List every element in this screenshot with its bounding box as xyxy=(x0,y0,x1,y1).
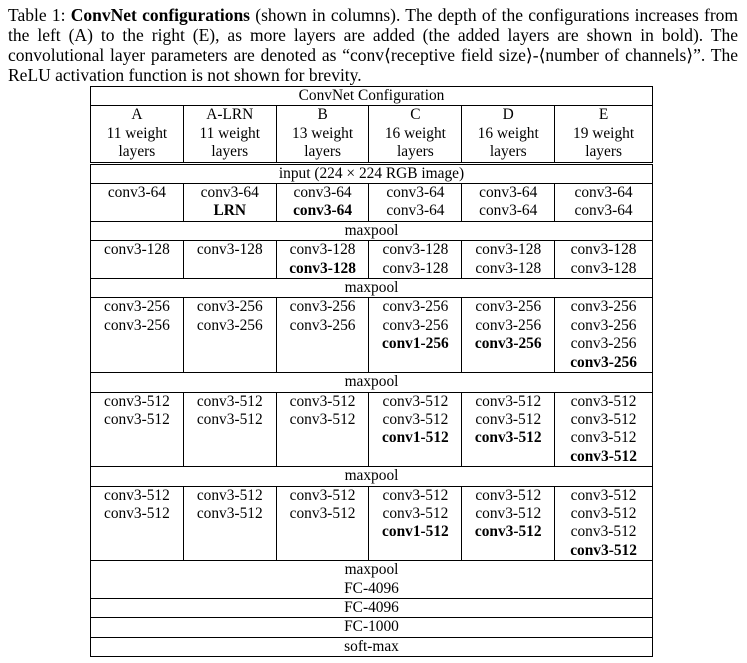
maxpool-row xyxy=(91,373,653,392)
layer-cell xyxy=(183,184,276,222)
added-layer: conv3-512 xyxy=(474,429,542,447)
added-layer: conv3-512 xyxy=(570,447,637,465)
layer-group-row xyxy=(91,486,653,561)
layer-group-row xyxy=(91,184,653,222)
layer-cell xyxy=(276,241,369,279)
layer-cell xyxy=(369,486,462,561)
layer-cell xyxy=(183,486,276,561)
maxpool-layer: maxpool xyxy=(91,467,653,486)
layer: conv3-64 xyxy=(200,184,259,202)
layer-cell xyxy=(91,298,184,373)
tail-row xyxy=(91,618,653,637)
layer-cell xyxy=(369,241,462,279)
tail-row xyxy=(91,580,653,599)
column-name: D xyxy=(462,106,555,125)
layer: conv3-512 xyxy=(104,486,170,504)
layer: conv3-128 xyxy=(382,259,449,277)
layer: conv3-256 xyxy=(289,298,356,316)
layer: conv3-256 xyxy=(570,316,637,334)
column-depth: 11 weight layers xyxy=(106,124,168,161)
layer-cell xyxy=(276,184,369,222)
column-depth: 11 weight layers xyxy=(183,125,276,163)
fc-layer: FC-4096 xyxy=(91,598,653,617)
layer: conv3-512 xyxy=(104,410,170,428)
fc-layer: FC-4096 xyxy=(344,579,399,597)
column-depth: 16 weight layers xyxy=(462,125,555,163)
layer-cell xyxy=(369,184,462,222)
layer-cell xyxy=(369,392,462,467)
layer: conv3-512 xyxy=(475,410,542,428)
layer: conv3-512 xyxy=(570,410,637,428)
layer: conv3-512 xyxy=(382,504,449,522)
layer: conv3-512 xyxy=(196,504,263,522)
maxpool-row xyxy=(91,561,653,580)
caption-title: ConvNet configurations xyxy=(70,5,250,25)
layer-cell xyxy=(555,392,653,467)
layer: conv3-512 xyxy=(289,504,356,522)
table-header: ConvNet Configuration xyxy=(298,87,445,104)
column-name: A-LRN xyxy=(183,106,276,125)
layer: conv3-512 xyxy=(104,504,170,522)
layer-cell xyxy=(462,298,555,373)
added-layer: conv1-512 xyxy=(382,523,449,541)
layer: conv3-64 xyxy=(479,202,538,220)
layer-group-row xyxy=(91,392,653,467)
column-depth: 13 weight layers xyxy=(276,125,369,163)
added-layer: conv3-512 xyxy=(570,541,637,559)
maxpool-layer: maxpool xyxy=(91,373,653,392)
added-layer: LRN xyxy=(213,202,246,220)
column-name-row xyxy=(91,106,653,125)
layer-cell xyxy=(555,298,653,373)
column-name: B xyxy=(276,106,369,125)
table-caption xyxy=(8,5,738,85)
table-header-row xyxy=(91,87,653,106)
added-layer: conv3-512 xyxy=(474,523,542,541)
layer-cell xyxy=(183,298,276,373)
layer: conv3-64 xyxy=(479,184,538,202)
layer: conv3-256 xyxy=(196,298,263,316)
caption-text: (shown in columns). The depth of the configurations increases from the left (A) to the right (E), as more layers are added (the added layers are shown in bold). The convolutional layer parameters are denoted as “conv⟨receptive field size⟩-⟨number of channels⟩”. The ReLU activation function is not shown for brevity. xyxy=(8,5,739,85)
added-layer: conv3-64 xyxy=(293,202,353,220)
layer: conv3-512 xyxy=(196,410,263,428)
layer: conv3-512 xyxy=(289,410,356,428)
fc-layer: FC-1000 xyxy=(91,618,653,637)
layer-cell xyxy=(183,392,276,467)
layer: conv3-128 xyxy=(382,241,449,259)
maxpool-layer: maxpool xyxy=(91,561,653,580)
maxpool-row xyxy=(91,279,653,298)
layer: conv3-128 xyxy=(104,241,170,259)
layer-cell xyxy=(369,298,462,373)
softmax-layer: soft-max xyxy=(91,637,653,656)
layer: conv3-512 xyxy=(382,392,449,410)
layer-group-row xyxy=(91,241,653,279)
added-layer: conv1-512 xyxy=(382,429,449,447)
layer: conv3-64 xyxy=(386,184,445,202)
layer: conv3-256 xyxy=(196,316,263,334)
layer-cell xyxy=(276,298,369,373)
layer: conv3-128 xyxy=(196,241,263,259)
layer: conv3-128 xyxy=(570,241,637,259)
layer: conv3-256 xyxy=(382,298,449,316)
layer-cell xyxy=(462,241,555,279)
layer-cell xyxy=(91,241,184,279)
layer: conv3-256 xyxy=(475,298,542,316)
layer: conv3-128 xyxy=(475,259,542,277)
layer: conv3-64 xyxy=(293,184,352,202)
layer: conv3-512 xyxy=(289,392,356,410)
added-layer: conv3-128 xyxy=(289,259,356,277)
layer-group-row xyxy=(91,298,653,373)
layer: conv3-512 xyxy=(570,392,637,410)
layer: conv3-512 xyxy=(475,392,542,410)
column-name: A xyxy=(91,106,184,125)
layer: conv3-512 xyxy=(475,504,542,522)
layer: conv3-64 xyxy=(574,202,633,220)
layer: conv3-512 xyxy=(104,392,170,410)
layer: conv3-512 xyxy=(382,410,449,428)
maxpool-layer: maxpool xyxy=(91,221,653,240)
layer: conv3-256 xyxy=(570,298,637,316)
added-layer: conv3-256 xyxy=(570,353,637,371)
tail-row xyxy=(91,598,653,617)
added-layer: conv3-256 xyxy=(474,335,542,353)
layer-cell xyxy=(462,392,555,467)
layer-cell xyxy=(555,241,653,279)
layer: conv3-256 xyxy=(104,298,170,316)
layer-cell xyxy=(555,486,653,561)
column-depth: 16 weight layers xyxy=(369,125,462,163)
layer: conv3-256 xyxy=(289,316,356,334)
layer: conv3-512 xyxy=(475,486,542,504)
column-name: C xyxy=(369,106,462,125)
layer: conv3-256 xyxy=(570,335,637,353)
input-layer: input (224 × 224 RGB image) xyxy=(91,163,653,183)
layer: conv3-256 xyxy=(475,316,542,334)
layer: conv3-512 xyxy=(196,486,263,504)
layer: conv3-512 xyxy=(570,429,637,447)
layer-cell xyxy=(555,184,653,222)
convnet-configuration-table xyxy=(90,86,653,657)
layer-cell xyxy=(91,486,184,561)
layer: conv3-512 xyxy=(382,486,449,504)
layer: conv3-64 xyxy=(574,184,633,202)
layer: conv3-512 xyxy=(289,486,356,504)
layer: conv3-512 xyxy=(570,504,637,522)
maxpool-row xyxy=(91,221,653,240)
input-row xyxy=(91,163,653,183)
layer-cell xyxy=(462,184,555,222)
maxpool-row xyxy=(91,467,653,486)
layer: conv3-128 xyxy=(570,259,637,277)
layer-cell xyxy=(276,392,369,467)
column-name: E xyxy=(555,106,653,125)
tail-row xyxy=(91,637,653,656)
layer: conv3-128 xyxy=(475,241,542,259)
layer-cell xyxy=(276,486,369,561)
column-depth-row xyxy=(91,125,653,163)
layer: conv3-256 xyxy=(382,316,449,334)
column-depth: 19 weight layers xyxy=(555,125,653,163)
layer-cell xyxy=(91,184,184,222)
layer: conv3-64 xyxy=(107,184,166,202)
layer: conv3-64 xyxy=(386,202,445,220)
layer: conv3-128 xyxy=(289,241,356,259)
caption-label: Table 1: xyxy=(8,5,66,25)
added-layer: conv1-256 xyxy=(382,335,449,353)
layer: conv3-512 xyxy=(570,523,637,541)
layer: conv3-512 xyxy=(570,486,637,504)
layer-cell xyxy=(183,241,276,279)
maxpool-layer: maxpool xyxy=(91,279,653,298)
layer-cell xyxy=(91,392,184,467)
layer: conv3-512 xyxy=(196,392,263,410)
layer: conv3-256 xyxy=(104,316,170,334)
layer-cell xyxy=(462,486,555,561)
